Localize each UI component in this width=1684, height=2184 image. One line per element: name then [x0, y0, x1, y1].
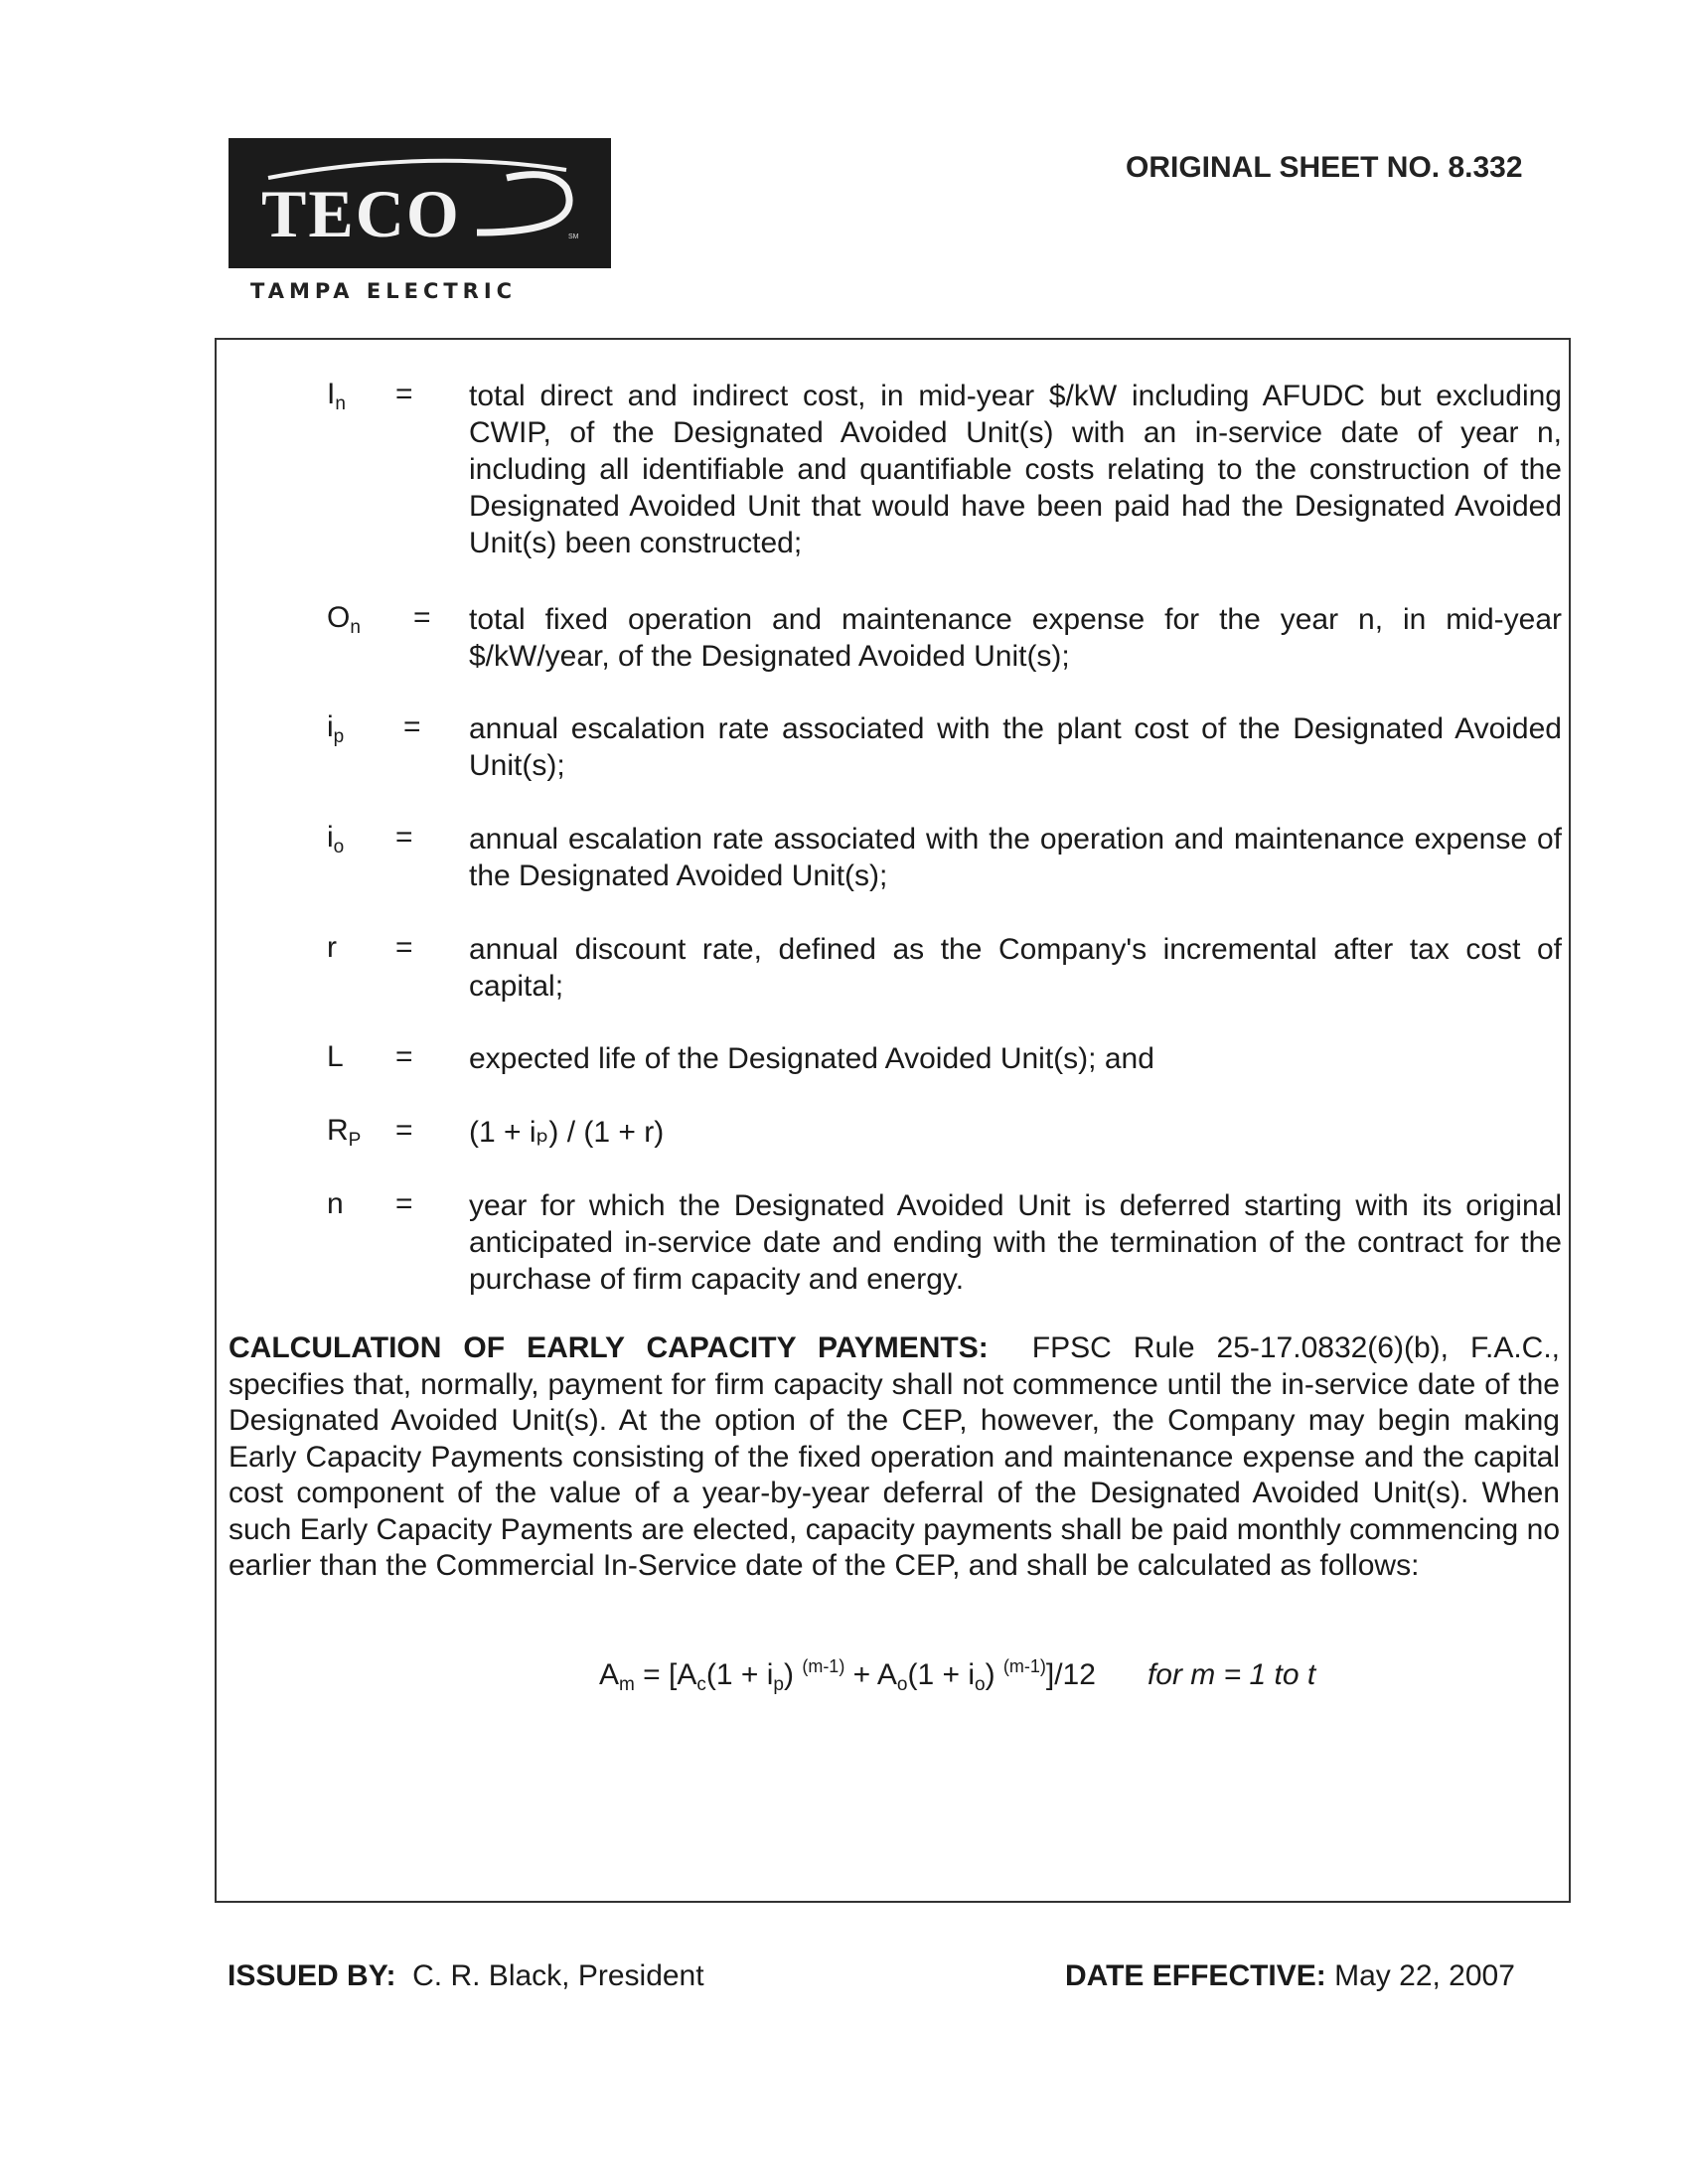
definition-symbol: $O_n$	[327, 601, 361, 638]
equals-sign: =	[395, 1040, 413, 1073]
equals-sign: =	[413, 601, 431, 634]
definition-symbol: n	[327, 1187, 344, 1220]
definition-symbol: $I_n$	[327, 378, 346, 414]
date-effective-value: May 22, 2007	[1334, 1959, 1515, 1992]
equals-sign: =	[395, 1114, 413, 1147]
equals-sign: =	[395, 931, 413, 964]
teco-logo	[229, 138, 611, 268]
logo-wordmark: TECO	[261, 176, 461, 251]
sheet-number: ORIGINAL SHEET NO. 8.332	[1126, 151, 1523, 184]
service-mark: SM	[568, 234, 579, 240]
definition-symbol: $i_o$	[327, 821, 345, 858]
early-capacity-paragraph	[229, 1330, 1560, 1585]
issued-by-value: C. R. Black, President	[412, 1959, 704, 1992]
definition-text: annual escalation rate associated with the plant cost of the Designated Avoided Unit(s);	[469, 712, 1562, 782]
section-body: FPSC Rule 25-17.0832(6)(b), F.A.C., specifies that, normally, payment for firm capacity shall not commence until the in-service date of the Designated Avoided Unit(s). At the option of the CEP, however, the Company may begin making Early Capacity Payments consisting of the fixed operation and maintenance expense and the capital cost component of the value of a year-by-year deferral of the Designated Avoided Unit(s). When such Early Capacity Payments are elected, capacity payments shall be paid monthly commencing no earlier than the Commercial In-Service date of the CEP, and shall be calculated as follows:	[229, 1331, 1560, 1582]
date-effective	[1065, 1959, 1515, 1993]
definition-text: (1 + iₚ) / (1 + r)	[469, 1116, 665, 1149]
section-heading: CALCULATION OF EARLY CAPACITY PAYMENTS:	[229, 1331, 989, 1364]
definition-text: expected life of the Designated Avoided Unit(s); and	[469, 1042, 1154, 1075]
equals-sign: =	[403, 710, 421, 743]
definition-symbol: $i_p$	[327, 710, 345, 747]
equals-sign: =	[395, 1187, 413, 1220]
formula-range: for m = 1 to t	[1147, 1658, 1316, 1691]
definition-text: total direct and indirect cost, in mid-year $/kW including AFUDC but excluding CWIP, of the Designated Avoided Unit(s) with an in-service date of year n, including all identifiable and quantifiable costs relating to the construction of the Designated Avoided Unit that would have been paid had the Designated Avoided Unit(s) been constructed;	[469, 380, 1562, 559]
date-effective-label: DATE EFFECTIVE:	[1065, 1959, 1326, 1992]
content-frame	[215, 338, 1571, 1903]
issued-by	[228, 1959, 704, 1993]
definition-text: annual discount rate, defined as the Company's incremental after tax cost of capital;	[469, 933, 1562, 1003]
definition-symbol: r	[327, 931, 337, 964]
issued-by-label: ISSUED BY:	[228, 1959, 396, 1992]
definition-text: total fixed operation and maintenance expense for the year n, in mid-year $/kW/year, of the Designated Avoided Unit(s);	[469, 603, 1562, 673]
definition-text: annual escalation rate associated with the operation and maintenance expense of the Designated Avoided Unit(s);	[469, 823, 1562, 892]
definition-symbol: $R_P$	[327, 1114, 362, 1151]
equals-sign: =	[395, 378, 413, 410]
equals-sign: =	[395, 821, 413, 854]
definition-text: year for which the Designated Avoided Unit is deferred starting with its original anticipated in-service date and ending with the termination of the contract for the purchase of firm capacity and energy.	[469, 1189, 1562, 1296]
definition-symbol: L	[327, 1040, 344, 1073]
logo-subtitle: TAMPA ELECTRIC	[250, 279, 518, 303]
payment-formula: $A_m = [A_c(1 + i_p) ^{(m-1)} + A_o(1 + i_o)$ $^{(m-1)}$]/12 for m = 1 to t	[599, 1656, 1316, 1695]
